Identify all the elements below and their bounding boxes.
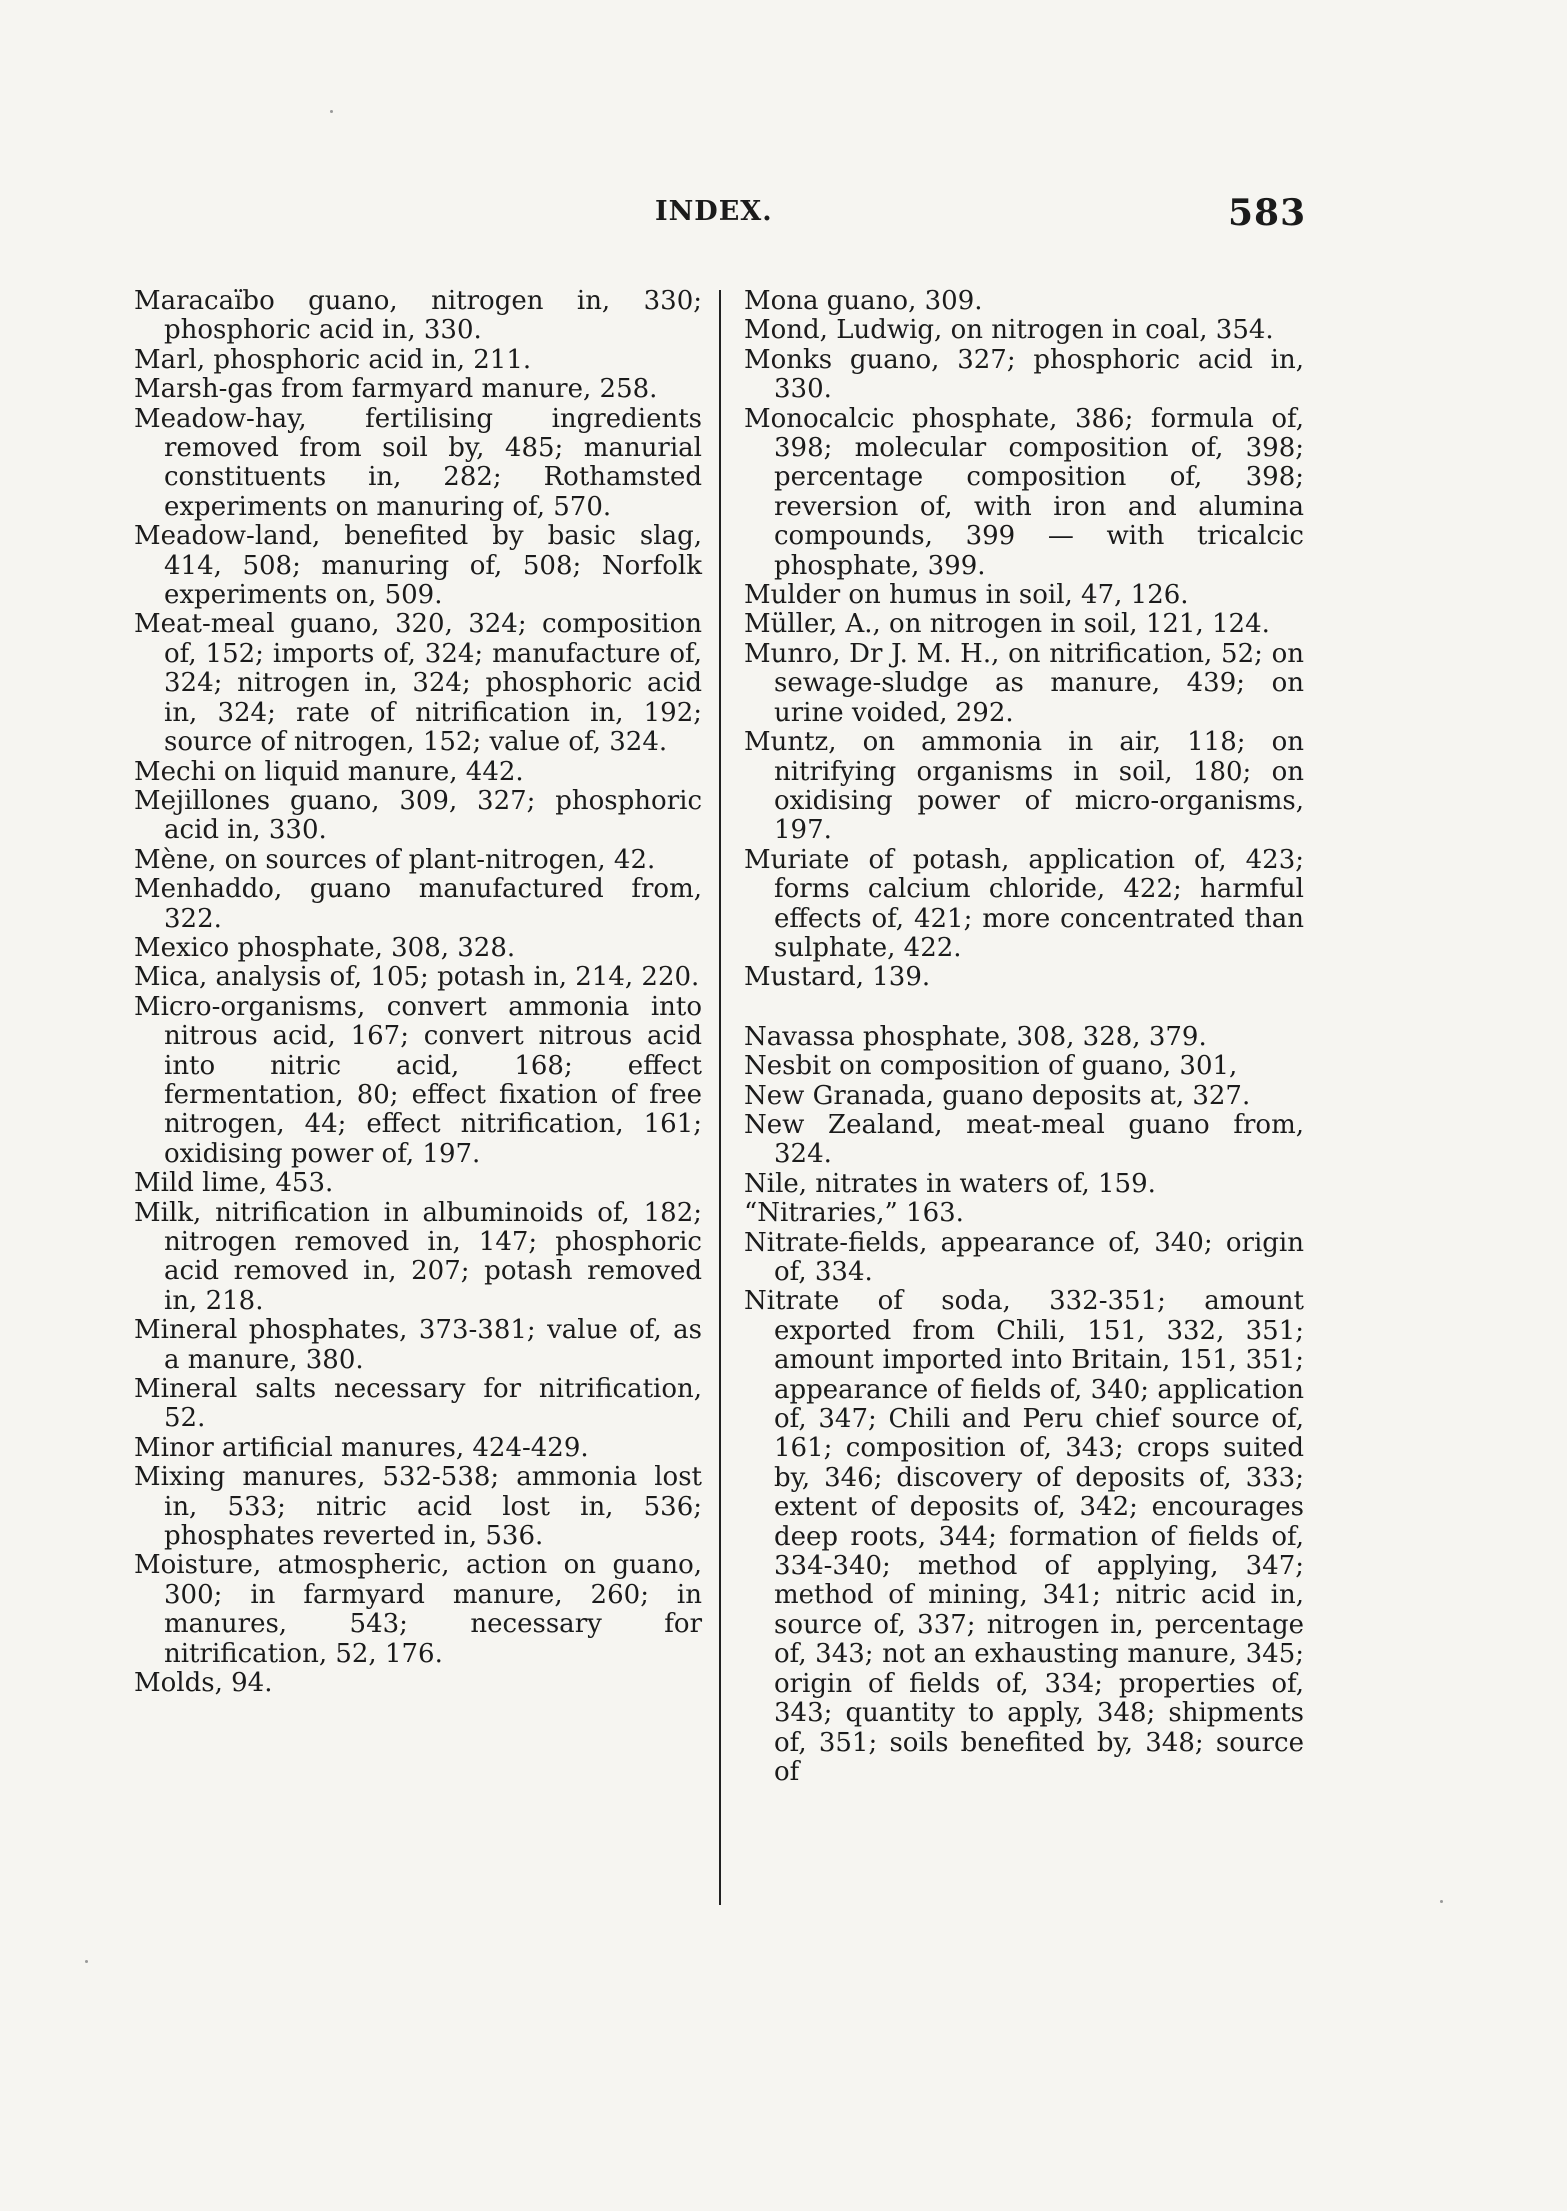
index-entry: Meadow-hay, fertilising ingredients removed from soil by, 485; manurial constituents in, 282; Rothamsted experiments on manuring of, 570.	[134, 403, 702, 522]
index-entry: Mixing manures, 532-538; ammonia lost in, 533; nitric acid lost in, 536; phosphates reverted in, 536.	[134, 1462, 702, 1552]
index-entry: Moisture, atmospheric, action on guano, 300; in farmyard manure, 260; in manures, 543; necessary for nitrification, 52, 176.	[134, 1550, 702, 1669]
index-entry: Milk, nitrification in albuminoids of, 182; nitrogen removed in, 147; phosphoric acid removed in, 207; potash removed in, 218.	[134, 1197, 702, 1316]
index-column-left	[134, 287, 702, 1699]
column-rule	[719, 290, 721, 1905]
running-title: INDEX.	[655, 196, 773, 227]
index-entry: Monks guano, 327; phosphoric acid in, 330.	[744, 344, 1304, 405]
index-entry: Monocalcic phosphate, 386; formula of, 398; molecular composition of, 398; percentage composition of, 398; reversion of, with iron and alumina compounds, 399 — with tricalcic phosphate, 399.	[744, 403, 1304, 581]
index-entry: Mexico phosphate, 308, 328.	[134, 932, 516, 963]
index-entry: New Granada, guano deposits at, 327.	[744, 1080, 1251, 1111]
index-entry: Muriate of potash, application of, 423; forms calcium chloride, 422; harmful effects of, 421; more concentrated than sulphate, 422.	[744, 844, 1304, 963]
index-entry: Marsh-gas from farmyard manure, 258.	[134, 374, 658, 405]
index-entry: Nitrate of soda, 332-351; amount exported from Chili, 151, 332, 351; amount imported into Britain, 151, 351; appearance of fields of, 340; application of, 347; Chili and Peru chief source of, 161; composition of, 343; crops suited by, 346; discovery of deposits of, 333; extent of deposits of, 342; encourages deep roots, 344; formation of fields of, 334-340; method of applying, 347; method of mining, 341; nitric acid in, source of, 337; nitrogen in, percentage of, 343; not an exhausting manure, 345; origin of fields of, 334; properties of, 343; quantity to apply, 348; shipments of, 351; soils benefited by, 348; source of	[744, 1286, 1304, 1787]
index-entry: Nitrate-fields, appearance of, 340; origin of, 334.	[744, 1227, 1304, 1287]
index-entry: Nile, nitrates in waters of, 159.	[744, 1168, 1156, 1199]
index-entry: Munro, Dr J. M. H., on nitrification, 52; on sewage-sludge as manure, 439; on urine voided, 292.	[744, 638, 1304, 728]
index-entry: Mona guano, 309.	[744, 286, 983, 316]
index-entry: Mineral phosphates, 373-381; value of, as a manure, 380.	[134, 1315, 702, 1375]
index-entry: Molds, 94.	[134, 1668, 273, 1699]
index-entry: Mulder on humus in soil, 47, 126.	[744, 580, 1189, 611]
index-entry: Minor artificial manures, 424-429.	[134, 1432, 589, 1463]
section-gap	[744, 993, 1304, 1023]
index-entry: Mond, Ludwig, on nitrogen in coal, 354.	[744, 315, 1274, 346]
index-entry: Micro-organisms, convert ammonia into nitrous acid, 167; convert nitrous acid into nitric acid, 168; effect fermentation, 80; effect fixation of free nitrogen, 44; effect nitrification, 161; oxidising power of, 197.	[134, 991, 702, 1169]
page-header	[0, 192, 1567, 236]
page-number: 583	[1228, 192, 1307, 234]
index-entry: Mild lime, 453.	[134, 1168, 334, 1199]
index-entry: Muntz, on ammonia in air, 118; on nitrifying organisms in soil, 180; on oxidising power of micro-organisms, 197.	[744, 727, 1304, 846]
speck	[1440, 1900, 1443, 1903]
index-entry: New Zealand, meat-meal guano from, 324.	[744, 1109, 1304, 1170]
index-entry: Mineral salts necessary for nitrification, 52.	[134, 1374, 702, 1434]
speck	[330, 110, 333, 113]
speck	[85, 1960, 88, 1963]
index-entry: Mejillones guano, 309, 327; phosphoric acid in, 330.	[134, 785, 702, 846]
index-entry: Meat-meal guano, 320, 324; composition of, 152; imports of, 324; manufacture of, 324; nitrogen in, 324; phosphoric acid in, 324; rate of nitrification in, 192; source of nitrogen, 152; value of, 324.	[134, 609, 702, 758]
index-entry: Maracaïbo guano, nitrogen in, 330; phosphoric acid in, 330.	[134, 286, 702, 346]
index-entry: Müller, A., on nitrogen in soil, 121, 124.	[744, 609, 1270, 640]
index-entry: Menhaddo, guano manufactured from, 322.	[134, 874, 702, 934]
index-entry: Mène, on sources of plant-nitrogen, 42.	[134, 844, 656, 875]
index-entry: Nesbit on composition of guano, 301,	[744, 1051, 1238, 1082]
index-entry: Marl, phosphoric acid in, 211.	[134, 344, 532, 375]
index-entry: Mechi on liquid manure, 442.	[134, 756, 524, 787]
index-entry: Mica, analysis of, 105; potash in, 214, 220.	[134, 962, 700, 993]
index-entry: Meadow-land, benefited by basic slag, 414, 508; manuring of, 508; Norfolk experiments on, 509.	[134, 521, 702, 611]
index-entry: Navassa phosphate, 308, 328, 379.	[744, 1021, 1207, 1052]
index-entry: Mustard, 139.	[744, 962, 931, 993]
index-column-right	[744, 287, 1304, 1787]
index-entry: “Nitraries,” 163.	[744, 1198, 964, 1229]
